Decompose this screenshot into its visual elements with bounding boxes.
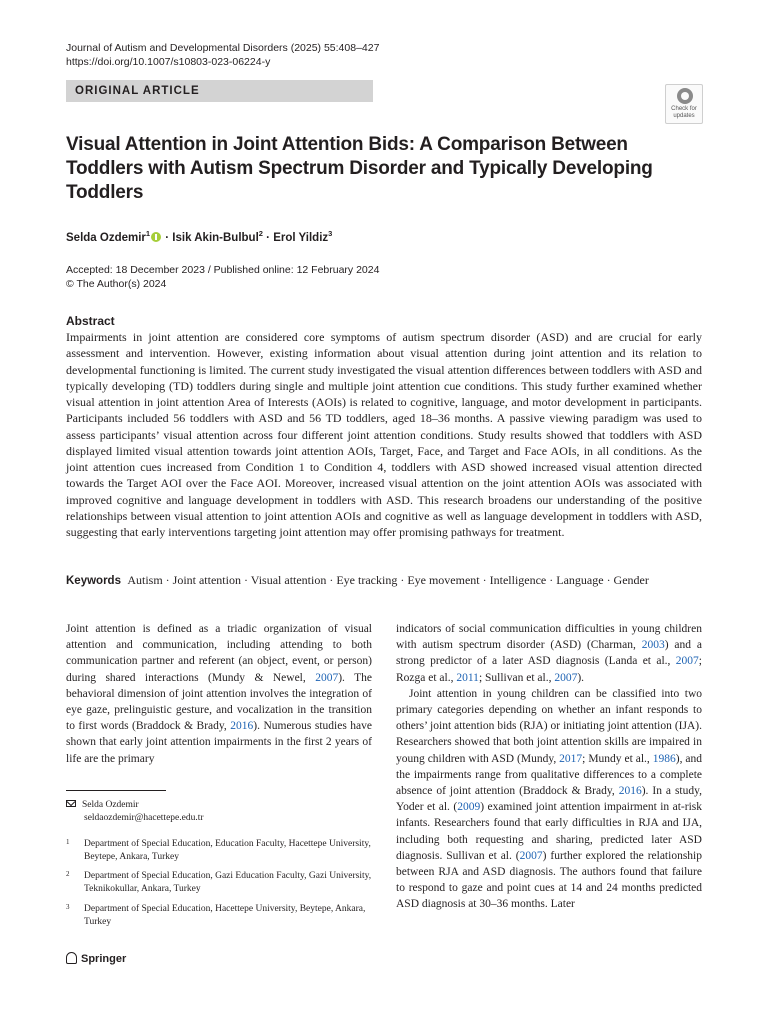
journal-header xyxy=(66,41,379,69)
body-text: ). The behavioral dimension of joint attention involves the integration of eye gaze, prelinguistic gesture, and vocalization in the transition to first words (Braddock & Brady, xyxy=(66,671,372,733)
crossmark-label: Check for updates xyxy=(671,106,697,119)
citation-link[interactable]: 2003 xyxy=(641,639,665,652)
article-type-badge: ORIGINAL ARTICLE xyxy=(66,80,373,102)
body-text: ), and the impairments range from qualitative differences to a complete absence of joint attention (Braddock & Brady, xyxy=(396,752,702,798)
body-text: ). Numerous studies have shown that early joint attention impairments in the first 2 years of life are the primary xyxy=(66,720,372,765)
citation-link[interactable]: 2016 xyxy=(618,785,642,798)
affiliation-number: 2 xyxy=(66,870,70,878)
body-paragraph xyxy=(396,686,702,913)
affiliation-text: Department of Special Education, Gazi Education Faculty, Gazi University, Teknikokullar, Ankara, Turkey xyxy=(84,871,372,894)
body-text: Joint attention is defined as a triadic organization of visual attention and communication, including attending to both communication partner and referent (an object, event, or person) during shared interactions (Mundy & Newel, xyxy=(66,623,372,684)
affiliation-number: 1 xyxy=(66,838,70,846)
citation-link[interactable]: 2016 xyxy=(230,720,254,733)
body-text: ). In a study, Yoder et al. ( xyxy=(396,785,703,814)
body-text: Joint attention in young children can be classified into two primary categories depending on whether an infant responds to others’ joint attention bids (RJA) or initiating joint attention (IJA). Researchers showed that both joint attention skills are impaired in young children with ASD (Mundy, xyxy=(396,687,702,765)
affiliation-marker: 2 xyxy=(258,229,263,238)
citation-link[interactable]: 1986 xyxy=(652,752,676,765)
contact-email[interactable]: seldaozdemir@hacettepe.edu.tr xyxy=(84,812,204,823)
body-text: ; Mundy et al., xyxy=(582,752,653,765)
crossmark-button[interactable] xyxy=(665,84,703,124)
author-list: Selda Ozdemir$^1$ · Isik Akin-Bulbul$^2$ · Erol Yildiz$^3$ xyxy=(66,229,333,244)
body-paragraph xyxy=(396,621,702,686)
body-text: ) and a strong predictor of a later ASD diagnosis (Landa et al., xyxy=(396,639,702,668)
keywords-section xyxy=(66,572,702,589)
publisher-name: Springer xyxy=(81,953,127,965)
abstract-heading: Abstract xyxy=(66,314,115,328)
body-text: ). xyxy=(577,671,585,684)
contact-name: Selda Ozdemir xyxy=(82,800,139,810)
publication-dates xyxy=(66,264,379,291)
affiliation-marker: 1 xyxy=(145,229,151,238)
author-name[interactable]: Isik Akin-Bulbul xyxy=(172,231,259,244)
citation-link[interactable]: 2017 xyxy=(559,752,583,765)
orcid-icon[interactable] xyxy=(151,232,161,242)
citation-link[interactable]: 2007 xyxy=(519,849,543,862)
affiliation-number: 3 xyxy=(66,903,70,911)
body-column-left xyxy=(66,621,372,767)
citation-link[interactable]: 2009 xyxy=(457,801,481,814)
paper-title: Visual Attention in Joint Attention Bids: A Comparison Between Toddlers with Autism Spectrum Disorder and Typically Developing Toddlers xyxy=(66,134,653,203)
citation-link[interactable]: 2007 xyxy=(315,671,339,684)
corresponding-author xyxy=(66,799,204,824)
citation-link[interactable]: 2011 xyxy=(456,671,479,684)
affiliation-text: Department of Special Education, Education Faculty, Hacettepe University, Beytepe, Ankara, Turkey xyxy=(84,839,371,862)
abstract-text: Impairments in joint attention are considered core symptoms of autism spectrum disorder (ASD) and are crucial for early assessment and intervention. However, existing information about visual attention during joint attention and its relation to developmental functioning is limited. The current study investigated the visual attention differences between toddlers with ASD and typically developing (TD) toddlers during single and multiple joint attention cue conditions. This study further examined whether visual attention in joint attention Area of Interests (AOIs) is related to cognitive, language, and motor development in participants. Participants included 56 toddlers with ASD and 56 TD toddlers, aged 18–36 months. A passive viewing paradigm was used to assess participants’ visual attention across four different joint attention conditions. Study results showed that toddlers with ASD displayed limited visual attention towards joint attention AOIs, Target, Face, and Target and Face AOIs, in all conditions. As the joint attention cues increased from Condition 1 to Condition 4, toddlers with ASD showed increased visual attention directed towards the Target AOI over the Face AOI. Moreover, increased visual attention on the joint attention AOIs was associated with improved cognitive and language development in toddlers with ASD. This research broadens our understanding of the positive relationships between visual attention to joint attention AOIs and cognitive as well as language development in toddlers with ASD, suggesting that early interventions targeting joint attention may offer promising pathways for treatment. xyxy=(66,330,702,539)
body-column-right xyxy=(396,621,702,913)
keywords-label: Keywords xyxy=(66,575,121,587)
body-text: ; Sullivan et al., xyxy=(478,671,555,684)
crossmark-icon xyxy=(677,88,693,104)
footnote-divider xyxy=(66,790,166,791)
body-text: indicators of social communication difficulties in young children with autism spectrum disorder (ASD) (Charman, xyxy=(396,623,702,652)
affiliation-text: Department of Special Education, Hacettepe University, Beytepe, Ankara, Turkey xyxy=(84,904,366,927)
citation-link[interactable]: 2007 xyxy=(554,671,578,684)
body-paragraph xyxy=(66,621,372,767)
publisher-logo xyxy=(66,952,126,965)
affiliation-marker: 3 xyxy=(328,229,333,238)
journal-citation: Journal of Autism and Developmental Disorders (2025) 55:408–427 xyxy=(66,42,380,54)
body-text: ) further explored the relationship between RJA and ASD diagnosis. The authors found that failure to respond to gaze and point cues at 14 and 24 months predicted ASD diagnosis at 30–36 months. Later xyxy=(396,849,702,911)
body-text: ; Rozga et al., xyxy=(396,655,702,684)
accepted-published-line: Accepted: 18 December 2023 / Published online: 12 February 2024 xyxy=(66,264,380,276)
body-text: ) examined joint attention impairment in at-risk infants. Researchers found that early difficulties in RJA and IJA, including both requesting and sharing, predicted later ASD diagnosis. Sullivan et al. ( xyxy=(396,801,702,862)
envelope-icon xyxy=(66,800,76,807)
doi-link[interactable]: https://doi.org/10.1007/s10803-023-06224-y xyxy=(66,56,271,68)
citation-link[interactable]: 2007 xyxy=(675,655,699,668)
author-name[interactable]: Erol Yildiz xyxy=(273,231,329,244)
copyright-line: © The Author(s) 2024 xyxy=(66,277,167,290)
keywords-list: Autism · Joint attention · Visual attention · Eye tracking · Eye movement · Intelligence · Language · Gender xyxy=(127,573,649,587)
springer-horse-icon xyxy=(66,952,77,964)
author-name[interactable]: Selda Ozdemir xyxy=(66,231,146,244)
